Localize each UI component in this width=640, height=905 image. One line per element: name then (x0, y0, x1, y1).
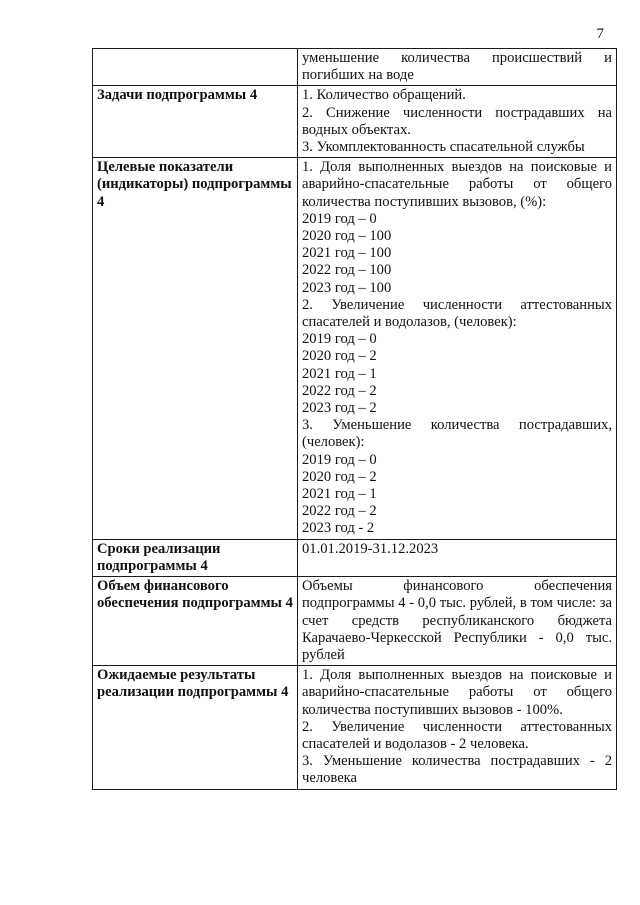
indicator-year-value: 2023 год – 2 (302, 400, 377, 417)
indicator-text: 1. Доля выполненных выездов на поисковые и аварийно-спасательные работы от общего количества поступивших вызовов, (%): (302, 159, 612, 210)
indicator-year-value: 2020 год – 2 (302, 468, 377, 485)
row-value (298, 158, 617, 539)
value-paragraph: 01.01.2019-31.12.2023 (302, 540, 439, 557)
value-paragraph: 1. Количество обращений. (302, 87, 466, 104)
indicator-year-value: 2022 год – 100 (302, 262, 392, 279)
row-value (298, 49, 617, 86)
table-row-tasks (93, 86, 617, 158)
page-number: 7 (596, 26, 604, 42)
row-value (298, 86, 617, 158)
value-paragraph: 1. Доля выполненных выездов на поисковые и аварийно-спасательные работы от общего количества поступивших вызовов - 100%. (302, 667, 612, 718)
value-paragraph: Объемы финансового обеспечения подпрограммы 4 - 0,0 тыс. рублей, в том числе: за счет средств республиканского бюджета Карачаево-Черкесской Республики - 0,0 тыс. рублей (302, 578, 612, 663)
row-label: Задачи подпрограммы 4 (93, 86, 298, 158)
row-value (298, 666, 617, 789)
indicator-year-value: 2020 год – 100 (302, 228, 392, 245)
table-row-expected-results (93, 666, 617, 789)
row-label: Ожидаемые результаты реализации подпрограммы 4 (93, 666, 298, 789)
subprogram-passport-table (92, 48, 617, 790)
indicator-year-value: 2020 год – 2 (302, 348, 377, 365)
table-row-indicators (93, 158, 617, 539)
indicator-text: 2. Увеличение численности аттестованных спасателей и водолазов, (человек): (302, 296, 612, 331)
value-paragraph: 3. Укомплектованность спасательной службы (302, 139, 585, 156)
indicator-year-value: 2019 год – 0 (302, 331, 377, 348)
value-paragraph: 2. Увеличение численности аттестованных спасателей и водолазов - 2 человека. (302, 718, 612, 752)
indicator-year-value: 2023 год – 100 (302, 279, 392, 296)
indicator-text: 3. Уменьшение количества пострадавших, (человек): (302, 417, 612, 451)
row-label: Объем финансового обеспечения подпрограммы 4 (93, 577, 298, 666)
value-paragraph: уменьшение количества происшествий и погибших на воде (302, 50, 612, 84)
row-label: Целевые показатели (индикаторы) подпрограммы 4 (93, 158, 298, 539)
indicator-year-value: 2022 год – 2 (302, 382, 377, 399)
row-value (298, 539, 617, 576)
value-paragraph: 2. Снижение численности пострадавших на водных объектах. (302, 104, 612, 138)
table-row-continuation (93, 49, 617, 86)
indicator-year-value: 2021 год – 1 (302, 486, 377, 503)
row-label: Сроки реализации подпрограммы 4 (93, 539, 298, 576)
indicator-year-value: 2019 год – 0 (302, 210, 377, 227)
row-value (298, 577, 617, 666)
value-paragraph: 3. Уменьшение количества пострадавших - 2 человека (302, 753, 612, 787)
indicator-year-value: 2022 год – 2 (302, 503, 377, 520)
indicator-year-value: 2021 год – 1 (302, 365, 377, 382)
indicator-year-value: 2021 год – 100 (302, 245, 392, 262)
indicator-year-value: 2019 год – 0 (302, 451, 377, 468)
table-row-funding (93, 577, 617, 666)
indicator-year-value: 2023 год - 2 (302, 520, 375, 537)
table-row-timeframe (93, 539, 617, 576)
row-label (93, 49, 298, 86)
